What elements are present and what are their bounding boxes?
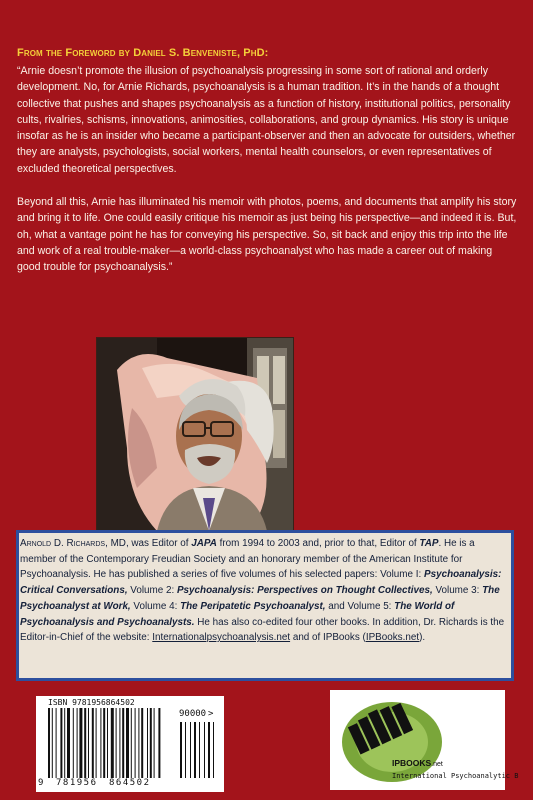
price-barcode-bar bbox=[204, 722, 205, 778]
price-barcode-bar bbox=[190, 722, 191, 778]
price-arrow: > bbox=[208, 709, 214, 719]
author-photo-image bbox=[97, 338, 293, 531]
price-code: 90000 bbox=[179, 709, 207, 719]
barcode-bar bbox=[84, 708, 86, 778]
barcode-bar bbox=[103, 708, 105, 778]
price-barcode-bar bbox=[185, 722, 186, 778]
journal-japa: JAPA bbox=[191, 538, 217, 549]
barcode-digit-left: 9 bbox=[38, 778, 44, 788]
website-link-internationalpsychoanalysis[interactable]: Internationalpsychoanalysis.net bbox=[152, 632, 291, 644]
price-barcode-bar bbox=[208, 722, 210, 778]
barcode-bar bbox=[67, 708, 70, 778]
publisher-name-suffix: .net bbox=[431, 761, 443, 768]
barcode-bar bbox=[131, 708, 132, 778]
barcode-bar bbox=[150, 708, 152, 778]
bio-text-segment: from 1994 to 2003 and, prior to that, Editor of bbox=[216, 538, 420, 549]
bio-text-segment: , MD, was Editor of bbox=[105, 538, 192, 549]
foreword-text bbox=[17, 63, 517, 293]
price-barcode-bar bbox=[199, 722, 200, 778]
foreword-heading: From the Foreword by Daniel S. Benveniste, PhD: bbox=[17, 47, 269, 59]
barcode-bar bbox=[158, 708, 160, 778]
barcode-bar bbox=[111, 708, 114, 778]
bio-text-segment: and of IPBooks ( bbox=[290, 632, 366, 644]
barcode-bar bbox=[56, 708, 57, 778]
publisher-name: IPBOOKS bbox=[392, 758, 432, 768]
author-bio bbox=[20, 536, 512, 646]
publisher-tagline: International Psychoanalytic B bbox=[392, 772, 519, 780]
barcode-bar bbox=[147, 708, 148, 778]
barcode-bar bbox=[122, 708, 124, 778]
barcode-bar bbox=[100, 708, 101, 778]
bio-text-segment: . He is a member of the Contemporary Freudian Society and an honorary member of the American Institute for Psychoanalysis. He has published a series of five volumes of his selected papers: Volume I: bbox=[20, 538, 475, 581]
barcode-bar bbox=[126, 708, 129, 778]
isbn-label: ISBN 9781956864502 bbox=[48, 698, 135, 707]
price-barcode-bar bbox=[180, 722, 182, 778]
barcode-bar bbox=[79, 708, 82, 778]
barcode-bar bbox=[88, 708, 89, 778]
barcode-digits-group-2: 864502 bbox=[109, 778, 151, 788]
author-name: Arnold D. Richards bbox=[20, 538, 106, 549]
volume-3-title: The Psychoanalyst at Work, bbox=[20, 585, 500, 612]
publisher-logo-box bbox=[330, 690, 519, 790]
volume-4-title: The Peripatetic Psychoanalyst, bbox=[180, 600, 326, 612]
barcode-bar bbox=[92, 708, 94, 778]
barcode-bar bbox=[48, 708, 50, 778]
barcode-digits-group-1: 781956 bbox=[56, 778, 98, 788]
volume-5-title: The World of Psychoanalysis and Psychoanalysts. bbox=[20, 600, 455, 628]
barcode-bar bbox=[154, 708, 155, 778]
price-barcode-bar bbox=[194, 722, 196, 778]
barcode-bar bbox=[119, 708, 120, 778]
bio-text-segment: ). bbox=[419, 632, 426, 644]
bio-text-segment: and Volume 5: bbox=[325, 600, 395, 612]
publisher-logo-text bbox=[392, 758, 443, 768]
volume-1-title: Psychoanalysis: Critical Conversations, bbox=[20, 569, 502, 597]
barcode-bar bbox=[107, 708, 108, 778]
barcode-bar bbox=[52, 708, 53, 778]
barcode-bar bbox=[77, 708, 78, 778]
barcode-bar bbox=[60, 708, 62, 778]
journal-tap: TAP bbox=[419, 538, 439, 549]
bio-text-segment: Volume 3: bbox=[432, 585, 483, 597]
barcode-bar bbox=[135, 708, 136, 778]
isbn-barcode bbox=[36, 696, 224, 792]
barcode-bar bbox=[96, 708, 97, 778]
barcode-bar bbox=[141, 708, 143, 778]
volume-2-title: Psychoanalysis: Perspectives on Thought Collectives, bbox=[176, 585, 433, 597]
bio-text-segment: Volume 4: bbox=[130, 600, 181, 612]
foreword-paragraph-2: Beyond all this, Arnie has illuminated his memoir with photos, poems, and documents that amplify his story and bring it to life. One could easily critique his memoir as just being his perspective—and indeed it is. But, oh, what a vantage point he has for conveying his perspective. So, sit back and enjoy this trip into the life and work of a real trouble-maker—a world-class psychoanalyst who has made a career out of making good trouble for psychoanalysis.” bbox=[17, 196, 517, 274]
foreword-paragraph-1: “Arnie doesn’t promote the illusion of psychoanalysis progressing in some sort of rational and orderly development. No, for Arnie Richards, psychoanalysis is a human tradition. It’s in the hands of a thought collective that pushes and shapes psychoanalysis as a function of history, institutional politics, personality cults, rivalries, schisms, innovations, animosities, collaborations, and group dynamics. His story is unique insofar as he is an insider who became a participant-observer and then an advocate for outsiders, whether they are analysts, psychologists, social workers, mental health counselors, or even representatives of excluded theoretical perspectives. bbox=[17, 65, 516, 175]
bio-text-segment: Volume 2: bbox=[127, 585, 177, 597]
barcode-bar bbox=[116, 708, 117, 778]
barcode-bar bbox=[73, 708, 74, 778]
bio-text-segment: He has also co-edited four other books. In addition, Dr. Richards is the Editor-in-Chief of the website: bbox=[20, 616, 505, 644]
website-link-ipbooks[interactable]: IPBooks.net bbox=[365, 632, 420, 644]
barcode-bar bbox=[64, 708, 65, 778]
author-photo bbox=[97, 338, 293, 531]
price-barcode-bar bbox=[213, 722, 214, 778]
barcode-bar bbox=[138, 708, 139, 778]
